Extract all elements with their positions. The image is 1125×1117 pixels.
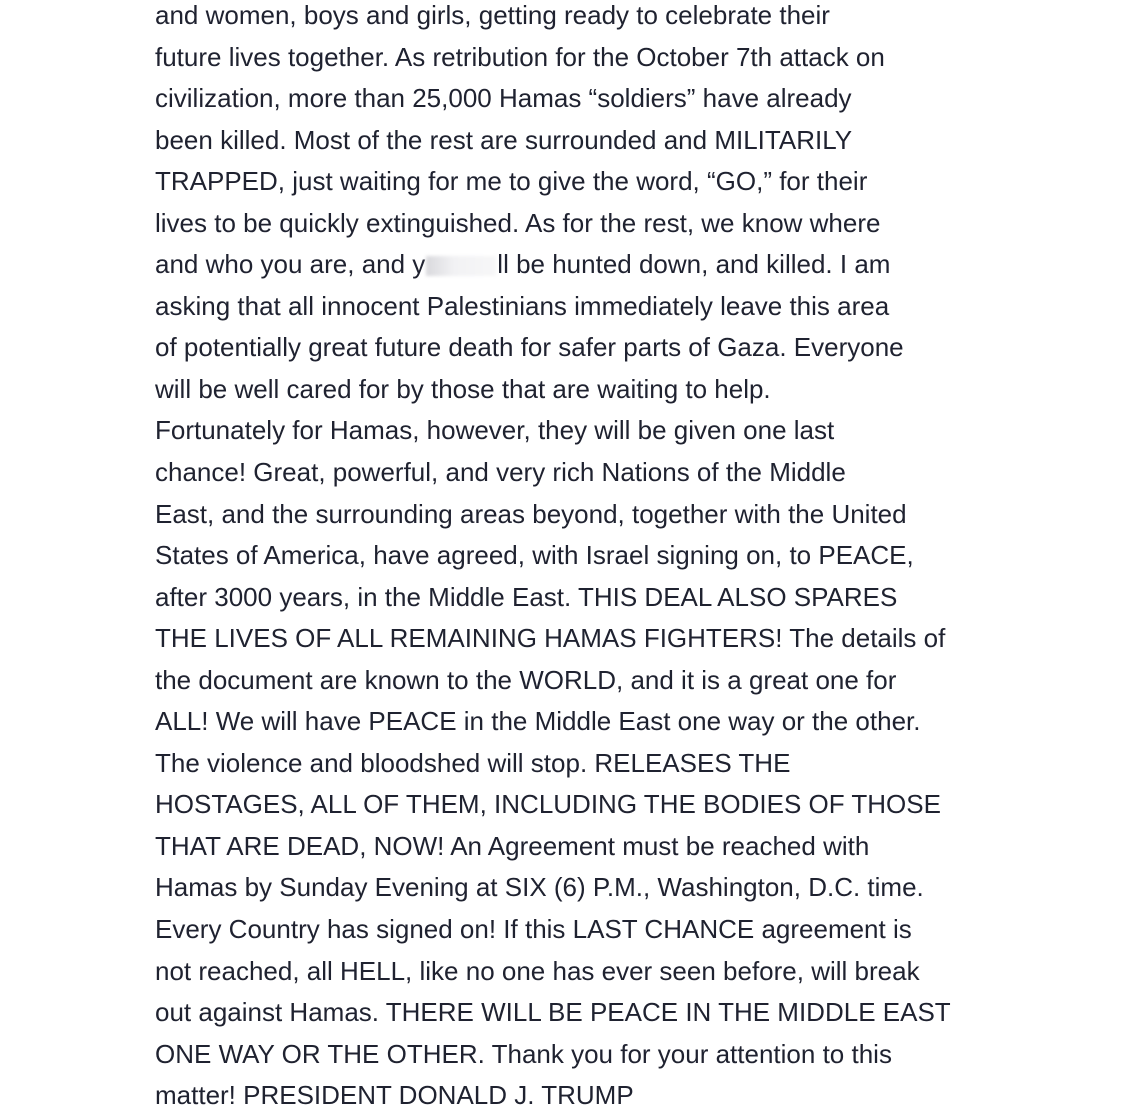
text-line: chance! Great, powerful, and very rich Nations of the Middle <box>155 457 846 488</box>
text-line: East, and the surrounding areas beyond, together with the United <box>155 498 907 529</box>
text-line: Every Country has signed on! If this LAST CHANCE agreement is <box>155 914 912 945</box>
text-line: Hamas by Sunday Evening at SIX (6) P.M., Washington, D.C. time. <box>155 872 924 903</box>
text-line: THE LIVES OF ALL REMAINING HAMAS FIGHTERS! The details of <box>155 623 946 654</box>
text-line: The violence and bloodshed will stop. RELEASES THE <box>155 747 791 778</box>
text-line: Fortunately for Hamas, however, they will be given one last <box>155 415 835 446</box>
text-line: HOSTAGES, ALL OF THEM, INCLUDING THE BODIES OF THOSE <box>155 789 941 820</box>
text-line-with-redaction <box>155 244 1055 286</box>
text-line: the document are known to the WORLD, and it is a great one for <box>155 664 897 695</box>
post-body-text <box>155 0 1055 1117</box>
text-line: TRAPPED, just waiting for me to give the word, “GO,” for their <box>155 166 868 197</box>
text-line: out against Hamas. THERE WILL BE PEACE IN THE MIDDLE EAST <box>155 997 951 1028</box>
text-line: States of America, have agreed, with Israel signing on, to PEACE, <box>155 540 914 571</box>
text-line: THAT ARE DEAD, NOW! An Agreement must be reached with <box>155 830 870 861</box>
text-line: will be well cared for by those that are waiting to help. <box>155 373 771 404</box>
text-line: ALL! We will have PEACE in the Middle East one way or the other. <box>155 706 921 737</box>
redaction-blur <box>426 256 496 276</box>
text-line: and women, boys and girls, getting ready to celebrate their <box>155 0 830 30</box>
text-line: asking that all innocent Palestinians immediately leave this area <box>155 290 890 321</box>
text-line: been killed. Most of the rest are surrounded and MILITARILY <box>155 124 853 155</box>
text-line: matter! PRESIDENT DONALD J. TRUMP <box>155 1080 634 1111</box>
text-line: after 3000 years, in the Middle East. THIS DEAL ALSO SPARES <box>155 581 898 612</box>
text-line: civilization, more than 25,000 Hamas “soldiers” have already <box>155 83 852 114</box>
text-line: not reached, all HELL, like no one has ever seen before, will break <box>155 955 920 986</box>
text-line: lives to be quickly extinguished. As for the rest, we know where <box>155 207 881 238</box>
text-fragment: and who you are, and y <box>155 249 426 280</box>
text-line: future lives together. As retribution for the October 7th attack on <box>155 41 885 72</box>
text-line: ONE WAY OR THE OTHER. Thank you for your attention to this <box>155 1038 892 1069</box>
text-line: of potentially great future death for safer parts of Gaza. Everyone <box>155 332 904 363</box>
text-fragment: ll be hunted down, and killed. I am <box>497 249 891 280</box>
